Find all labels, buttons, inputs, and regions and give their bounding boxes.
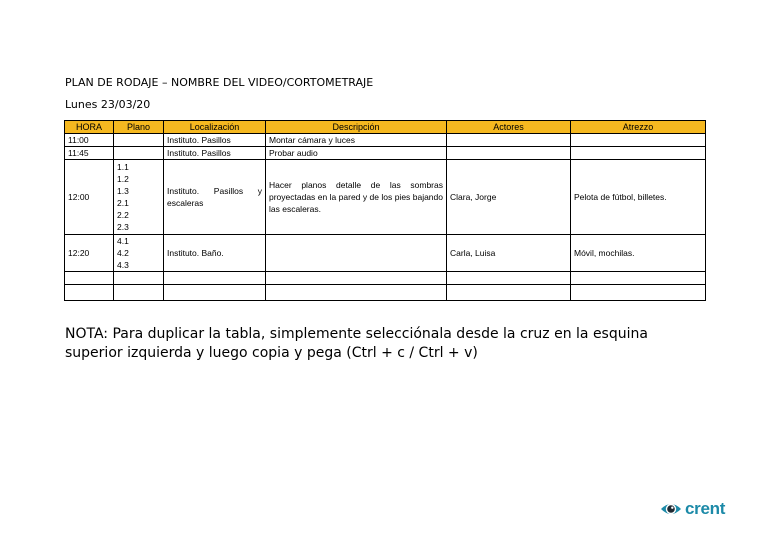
cell-descripcion[interactable]: Probar audio [266, 147, 447, 160]
eye-icon [660, 499, 682, 519]
shoot-date: Lunes 23/03/20 [65, 98, 151, 111]
table-row [65, 235, 706, 272]
cell-localizacion[interactable]: Instituto. Pasillos [164, 147, 266, 160]
brand-logo [660, 499, 725, 519]
table-row-empty [65, 285, 706, 301]
cell-atrezzo[interactable]: Móvil, mochilas. [571, 235, 706, 272]
plano-item: 2.2 [117, 210, 129, 220]
table-row-empty [65, 272, 706, 285]
cell-atrezzo[interactable] [571, 147, 706, 160]
logo-text: crent [685, 499, 726, 518]
cell-localizacion[interactable]: Instituto. Baño. [164, 235, 266, 272]
cell-hora[interactable]: 11:45 [65, 147, 114, 160]
cell-localizacion[interactable] [164, 285, 266, 301]
plano-item: 2.1 [117, 198, 129, 208]
cell-hora[interactable]: 12:20 [65, 235, 114, 272]
document-title: PLAN DE RODAJE – NOMBRE DEL VIDEO/CORTOMETRAJE [65, 76, 374, 89]
cell-hora[interactable] [65, 272, 114, 285]
cell-plano[interactable] [114, 272, 164, 285]
cell-localizacion[interactable] [164, 272, 266, 285]
table-row [65, 134, 706, 147]
header-atrezzo: Atrezzo [571, 121, 706, 134]
cell-descripcion[interactable] [266, 285, 447, 301]
cell-atrezzo[interactable] [571, 285, 706, 301]
cell-descripcion[interactable]: Montar cámara y luces [266, 134, 447, 147]
cell-descripcion[interactable]: Hacer planos detalle de las sombras proyectadas en la pared y de los pies bajando las escaleras. [266, 160, 447, 235]
cell-plano[interactable] [114, 235, 164, 272]
plano-item: 1.3 [117, 186, 129, 196]
cell-actores[interactable]: Clara, Jorge [447, 160, 571, 235]
table-header-row [65, 121, 706, 134]
cell-descripcion[interactable] [266, 272, 447, 285]
plano-item: 2.3 [117, 222, 129, 232]
cell-atrezzo[interactable] [571, 272, 706, 285]
header-hora: HORA [65, 121, 114, 134]
cell-plano[interactable] [114, 285, 164, 301]
cell-atrezzo[interactable]: Pelota de fútbol, billetes. [571, 160, 706, 235]
plano-item: 1.1 [117, 162, 129, 172]
cell-descripcion[interactable] [266, 235, 447, 272]
cell-atrezzo[interactable] [571, 134, 706, 147]
cell-actores[interactable]: Carla, Luisa [447, 235, 571, 272]
cell-actores[interactable] [447, 285, 571, 301]
cell-plano[interactable] [114, 160, 164, 235]
cell-plano[interactable] [114, 134, 164, 147]
header-descripcion: Descripción [266, 121, 447, 134]
cell-localizacion[interactable]: Instituto. Pasillos y escaleras [164, 160, 266, 235]
cell-hora[interactable]: 11:00 [65, 134, 114, 147]
cell-plano[interactable] [114, 147, 164, 160]
header-localizacion: Localización [164, 121, 266, 134]
shooting-plan-table[interactable] [64, 120, 706, 301]
table-row [65, 147, 706, 160]
cell-hora[interactable]: 12:00 [65, 160, 114, 235]
cell-localizacion[interactable]: Instituto. Pasillos [164, 134, 266, 147]
header-actores: Actores [447, 121, 571, 134]
header-plano: Plano [114, 121, 164, 134]
plano-item: 4.2 [117, 248, 129, 258]
cell-actores[interactable] [447, 134, 571, 147]
cell-actores[interactable] [447, 272, 571, 285]
plano-item: 1.2 [117, 174, 129, 184]
cell-actores[interactable] [447, 147, 571, 160]
plano-item: 4.3 [117, 260, 129, 270]
plano-item: 4.1 [117, 236, 129, 246]
cell-hora[interactable] [65, 285, 114, 301]
table-row [65, 160, 706, 235]
note-text: NOTA: Para duplicar la tabla, simplemente selecciónala desde la cruz en la esquina superior izquierda y luego copia y pega (Ctrl + c / Ctrl + v) [65, 326, 648, 361]
